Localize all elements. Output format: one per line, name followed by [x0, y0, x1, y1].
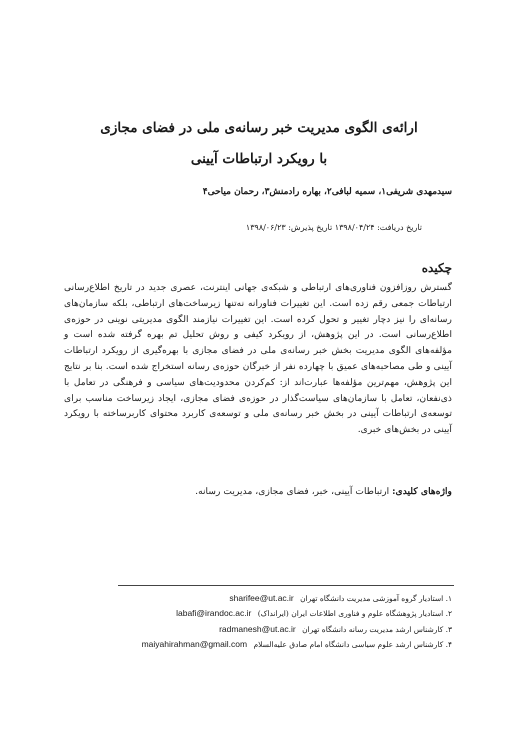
footnote-item	[62, 591, 452, 606]
footnote-email[interactable]: sharifee@ut.ac.ir	[229, 593, 294, 603]
footnote-affiliation: ۱. استادیار گروه آموزشی مدیریت دانشگاه تهران	[300, 594, 452, 603]
keywords-label: واژه‌های کلیدی:	[392, 486, 452, 497]
footnote-item	[62, 606, 452, 621]
footnote-email[interactable]: maiyahirahman@gmail.com	[141, 638, 248, 649]
footnote-item	[62, 622, 452, 637]
footnote-list	[62, 591, 452, 652]
keywords-list: ارتباطات آیینی، خبر، فضای مجازی، مدیریت رسانه.	[195, 486, 390, 497]
abstract-heading: چکیده	[421, 261, 452, 275]
footnote-affiliation: ۲. استادیار پژوهشگاه علوم و فناوری اطلاعات ایران (ایرانداک)	[257, 609, 452, 619]
footnote-affiliation: ۳. کارشناس ارشد مدیریت رسانه دانشگاه تهران	[302, 624, 452, 634]
footnote-affiliation: ۴. کارشناس ارشد علوم سیاسی دانشگاه امام صادق علیه‌السلام	[253, 639, 452, 649]
paper-title-line-1: ارائه‌ی الگوی مدیریت خبر رسانه‌ی ملی در فضای مجازی	[100, 120, 418, 136]
footnote-divider	[118, 585, 454, 586]
submission-dates: تاریخ دریافت: ۱۳۹۸/۰۴/۲۴ تاریخ پذیرش: ۱۳۹۸/۰۶/۲۳	[245, 223, 422, 232]
footnote-email[interactable]: radmanesh@ut.ac.ir	[219, 623, 296, 634]
author-list: سیدمهدی شریفی۱، سمیه لبافی۲، بهاره رادمنش۳، رحمان میاحی۴	[202, 187, 452, 197]
keywords-line	[64, 486, 452, 497]
abstract-body: گسترش روزافزون فناوری‌های ارتباطی و شبکه‌ی جهانی اینترنت، عصری جدید در تاریخ اطلاع‌رسانی ارتباطات جمعی رقم زده است. این تغییرات فناورانه نه‌تنها زیرساخت‌های ارتباطی، بلکه سازمان‌های رسانه‌ای را نیز دچار تغییر و تحول کرده است. این تغییرات نیازمند الگوی مدیریتی نوینی در حوزه‌ی اطلاع‌رسانی است. در این پژوهش، از رویکرد کیفی و روش تحلیل تم بهره گرفته شده است و مؤلفه‌های الگوی مدیریت بخش خبر رسانه‌ی ملی در فضای مجازی با بهره‌گیری از رویکرد ارتباطات آیینی و طی مصاحبه‌های عمیق با چهارده نفر از خبرگان حوزه‌ی رسانه استخراج شده است. بنا بر نتایج این پژوهش، مهم‌ترین مؤلفه‌ها عبارت‌اند از: کم‌کردن محدودیت‌های سیاسی و فرهنگی در تعامل با ذی‌نفعان، تعامل با سازمان‌های سیاست‌گذار در حوزه‌ی فضای مجازی، ایجاد زیرساخت مناسب برای توسعه‌ی ارتباطات آیینی در بخش خبر رسانه‌ی ملی و توسعه‌ی کاربرد محتوای کاربرساخته با رویکرد آیینی در بخش‌های خبری.	[64, 282, 452, 436]
footnote-item	[62, 637, 452, 652]
footnote-email[interactable]: labafi@irandoc.ac.ir	[176, 608, 252, 619]
paper-title-line-2: با رویکرد ارتباطات آیینی	[190, 151, 328, 167]
